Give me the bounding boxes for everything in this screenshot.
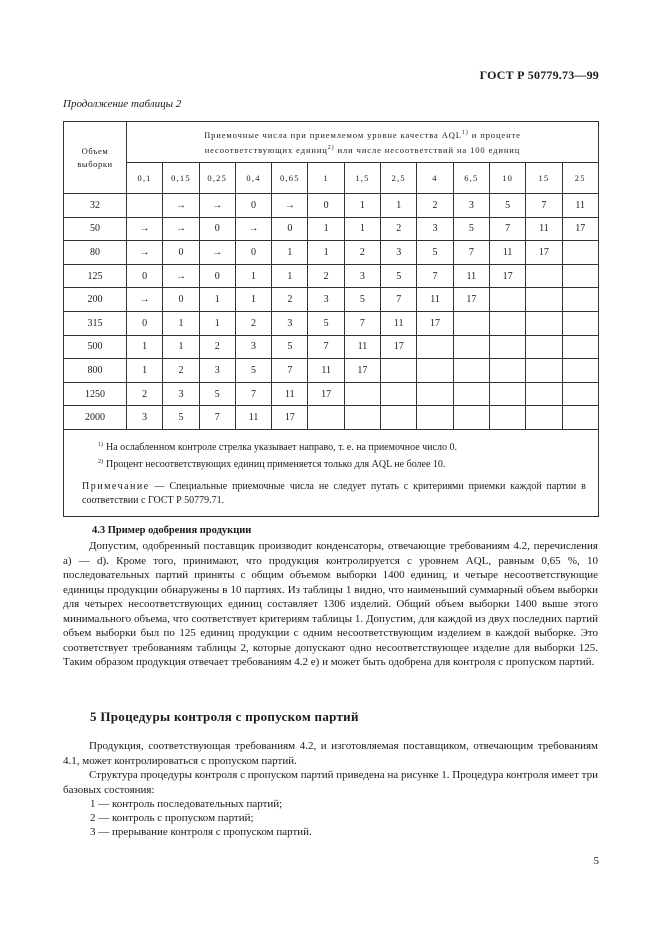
lot-size-cell: 200 — [64, 288, 127, 312]
table-row — [64, 359, 599, 383]
acceptance-number-cell: 2 — [272, 288, 308, 312]
aql-column-header: 25 — [562, 163, 598, 194]
acceptance-number-cell: 3 — [272, 311, 308, 335]
acceptance-number-cell: 3 — [163, 382, 199, 406]
acceptance-number-cell — [453, 335, 489, 359]
acceptance-number-cell: 0 — [199, 217, 235, 241]
acceptance-number-cell: 5 — [199, 382, 235, 406]
table-row — [64, 335, 599, 359]
acceptance-number-cell: 3 — [127, 406, 163, 430]
table-row — [64, 194, 599, 218]
acceptance-number-cell: 7 — [344, 311, 380, 335]
acceptance-number-cell: → — [235, 217, 271, 241]
section-5-paragraph-1: Продукция, соответствующая требованиям 4.2, и изготовляемая поставщиком, отвечающим требованиям 4.1, может контролироваться с пропуском партий. — [63, 740, 598, 767]
acceptance-number-cell: 3 — [381, 241, 417, 265]
acceptance-number-cell — [381, 406, 417, 430]
acceptance-number-cell: 2 — [127, 382, 163, 406]
acceptance-number-cell: 3 — [453, 194, 489, 218]
acceptance-number-cell — [562, 241, 598, 265]
acceptance-number-cell — [562, 359, 598, 383]
acceptance-number-cell: 11 — [453, 264, 489, 288]
aql-column-header: 1,5 — [344, 163, 380, 194]
acceptance-number-cell: 1 — [381, 194, 417, 218]
acceptance-number-cell: 2 — [235, 311, 271, 335]
lot-size-cell: 32 — [64, 194, 127, 218]
acceptance-number-cell — [489, 382, 525, 406]
acceptance-number-cell: 11 — [489, 241, 525, 265]
acceptance-number-cell — [562, 288, 598, 312]
acceptance-number-cell: 11 — [562, 194, 598, 218]
acceptance-number-cell: 0 — [199, 264, 235, 288]
acceptance-number-cell — [453, 406, 489, 430]
acceptance-number-cell: 17 — [526, 241, 562, 265]
table-row — [64, 288, 599, 312]
acceptance-number-cell: 1 — [344, 194, 380, 218]
acceptance-number-cell: 17 — [417, 311, 453, 335]
acceptance-number-cell: 2 — [163, 359, 199, 383]
acceptance-number-cell — [526, 288, 562, 312]
acceptance-number-cell — [526, 382, 562, 406]
aql-column-header: 0,4 — [235, 163, 271, 194]
acceptance-number-cell — [127, 194, 163, 218]
table-row — [64, 406, 599, 430]
acceptance-number-cell: → — [199, 241, 235, 265]
aql-column-header: 0,25 — [199, 163, 235, 194]
acceptance-number-cell: → — [127, 288, 163, 312]
acceptance-number-cell: 5 — [344, 288, 380, 312]
acceptance-number-cell — [381, 359, 417, 383]
acceptance-number-cell: 1 — [163, 311, 199, 335]
acceptance-number-cell: 1 — [308, 241, 344, 265]
table-row — [64, 264, 599, 288]
aql-column-header: 0,65 — [272, 163, 308, 194]
section-5-paragraph-2: Структура процедуры контроля с пропуском партий приведена на рисунке 1. Процедура контроля имеет три базовых состояния: — [63, 769, 598, 796]
acceptance-number-cell: 17 — [344, 359, 380, 383]
acceptance-number-cell — [453, 359, 489, 383]
table-row — [64, 241, 599, 265]
acceptance-number-cell: 5 — [163, 406, 199, 430]
acceptance-number-cell: 1 — [272, 241, 308, 265]
acceptance-number-cell — [562, 406, 598, 430]
acceptance-number-cell: → — [127, 241, 163, 265]
lot-size-cell: 125 — [64, 264, 127, 288]
acceptance-number-cell: 0 — [235, 194, 271, 218]
lot-size-cell: 80 — [64, 241, 127, 265]
acceptance-number-cell: → — [272, 194, 308, 218]
acceptance-number-cell: 7 — [308, 335, 344, 359]
acceptance-number-cell: 2 — [308, 264, 344, 288]
table-row — [64, 217, 599, 241]
acceptance-number-cell: 5 — [308, 311, 344, 335]
acceptance-number-cell — [562, 311, 598, 335]
acceptance-number-cell — [489, 311, 525, 335]
acceptance-number-cell: 7 — [526, 194, 562, 218]
acceptance-number-cell — [344, 406, 380, 430]
lot-size-cell: 315 — [64, 311, 127, 335]
acceptance-number-cell: 0 — [127, 264, 163, 288]
acceptance-number-cell: 0 — [272, 217, 308, 241]
acceptance-number-cell: 11 — [417, 288, 453, 312]
aql-column-header: 10 — [489, 163, 525, 194]
acceptance-number-cell: 0 — [127, 311, 163, 335]
acceptance-number-cell — [489, 406, 525, 430]
acceptance-number-cell: 11 — [235, 406, 271, 430]
acceptance-number-cell: 1 — [199, 288, 235, 312]
acceptance-number-cell: 2 — [381, 217, 417, 241]
section-4-3-title: 4.3 Пример одобрения продукции — [92, 525, 252, 536]
acceptance-number-cell — [526, 406, 562, 430]
acceptance-number-cell: 3 — [344, 264, 380, 288]
acceptance-number-cell: 17 — [489, 264, 525, 288]
standard-code: ГОСТ Р 50779.73—99 — [479, 68, 599, 82]
table-footnotes — [64, 429, 599, 516]
lot-size-header: Объем выборки — [64, 122, 127, 194]
table-row — [64, 311, 599, 335]
acceptance-number-cell — [526, 311, 562, 335]
acceptance-number-cell: 0 — [163, 288, 199, 312]
acceptance-number-cell: 1 — [199, 311, 235, 335]
acceptance-number-cell: 1 — [127, 359, 163, 383]
section-5-title: 5 Процедуры контроля с пропуском партий — [90, 709, 359, 724]
acceptance-number-cell — [308, 406, 344, 430]
acceptance-number-cell: 1 — [308, 217, 344, 241]
acceptance-number-cell — [562, 264, 598, 288]
aql-column-header: 6,5 — [453, 163, 489, 194]
acceptance-number-cell: 5 — [417, 241, 453, 265]
acceptance-number-cell: 3 — [308, 288, 344, 312]
acceptance-number-cell — [526, 359, 562, 383]
acceptance-number-cell: 0 — [163, 241, 199, 265]
acceptance-number-cell — [489, 335, 525, 359]
page-number: 5 — [593, 855, 599, 867]
aql-column-header: 0,15 — [163, 163, 199, 194]
acceptance-number-cell: 7 — [199, 406, 235, 430]
lot-size-cell: 2000 — [64, 406, 127, 430]
acceptance-number-cell — [344, 382, 380, 406]
acceptance-number-cell: 17 — [308, 382, 344, 406]
acceptance-number-cell: 7 — [417, 264, 453, 288]
acceptance-number-cell: 7 — [489, 217, 525, 241]
acceptance-number-cell: → — [199, 194, 235, 218]
lot-size-cell: 50 — [64, 217, 127, 241]
acceptance-number-cell: 11 — [381, 311, 417, 335]
table-row — [64, 382, 599, 406]
acceptance-number-cell — [417, 359, 453, 383]
acceptance-number-cell: → — [163, 264, 199, 288]
state-item-1: 1 — контроль последовательных партий; — [90, 798, 283, 810]
acceptance-number-cell: 1 — [235, 288, 271, 312]
aql-column-header: 4 — [417, 163, 453, 194]
table-note: Примечание — Специальные приемочные числа не следует путать с критериями приемки каждой партии в соответствии с ГОСТ Р 50779.71. — [82, 480, 586, 506]
state-item-3: 3 — прерывание контроля с пропуском партий. — [90, 826, 312, 838]
acceptance-number-cell — [562, 335, 598, 359]
acceptance-number-cell: 11 — [272, 382, 308, 406]
acceptance-number-cell — [417, 382, 453, 406]
acceptance-number-cell: 17 — [562, 217, 598, 241]
aql-values-header-row — [64, 163, 599, 194]
section-4-3-paragraph: Допустим, одобренный поставщик производит конденсаторы, отвечающие требованиям 4.2, перечисления а) — d). Кроме того, принимают, что продукция контролируется с уровнем AQL, равным 0,65 %, 10 последовательных партий приняты с общим объемом выборки 1400 единиц, и четыре несоответствующие единицы продукции обнаружены в 10 партиях. Из таблицы 1 видно, что наименьший суммарный объем выборки для четырех несоответствующих единиц составляет 1306 изделий. Общий объем выборки 1400 выше этого минимального объема, что соответствует критериям таблицы 1. Допустим, для каждой из двух последних партий объем выборки был по 125 единиц продукции с одним несоответствующим изделием в каждой выборке. Это соответствует требованиям таблицы 2, которые допускают одно несоответствующее изделие для выборки 125. Таким образом продукция отвечает требованиям 4.2 е) и может быть одобрена для контроля с пропуском партий. — [63, 540, 598, 668]
table-body — [64, 194, 599, 430]
acceptance-number-cell: 11 — [308, 359, 344, 383]
acceptance-numbers-table — [63, 121, 599, 517]
aql-column-header: 0,1 — [127, 163, 163, 194]
acceptance-number-cell: 3 — [199, 359, 235, 383]
acceptance-number-cell: 7 — [381, 288, 417, 312]
state-item-2: 2 — контроль с пропуском партий; — [90, 812, 254, 824]
acceptance-number-cell: 17 — [381, 335, 417, 359]
acceptance-number-cell: 5 — [235, 359, 271, 383]
acceptance-number-cell — [526, 335, 562, 359]
acceptance-number-cell: 1 — [272, 264, 308, 288]
footnote-2: $^{2)}$ Процент несоответствующих единиц применяется только для AQL не более 10. — [98, 458, 446, 470]
acceptance-number-cell: 1 — [344, 217, 380, 241]
acceptance-number-cell: 11 — [344, 335, 380, 359]
acceptance-number-cell: 1 — [163, 335, 199, 359]
acceptance-number-cell: 2 — [344, 241, 380, 265]
acceptance-number-cell — [381, 382, 417, 406]
acceptance-number-cell: 7 — [235, 382, 271, 406]
acceptance-number-cell: 5 — [489, 194, 525, 218]
acceptance-number-cell: 5 — [453, 217, 489, 241]
acceptance-number-cell: → — [163, 217, 199, 241]
acceptance-number-cell: 11 — [526, 217, 562, 241]
acceptance-number-cell: 0 — [308, 194, 344, 218]
acceptance-number-cell: 17 — [453, 288, 489, 312]
acceptance-number-cell: 3 — [235, 335, 271, 359]
acceptance-number-cell: 5 — [272, 335, 308, 359]
acceptance-number-cell: 7 — [453, 241, 489, 265]
footnote-1: $^{1)}$ На ослабленном контроле стрелка указывает направо, т. е. на приемочное число 0. — [98, 441, 457, 453]
acceptance-number-cell: 1 — [235, 264, 271, 288]
acceptance-number-cell: 17 — [272, 406, 308, 430]
aql-column-header: 2,5 — [381, 163, 417, 194]
acceptance-number-cell — [453, 311, 489, 335]
acceptance-number-cell — [417, 406, 453, 430]
table-continuation-caption: Продолжение таблицы 2 — [63, 98, 182, 110]
acceptance-number-cell: 1 — [127, 335, 163, 359]
acceptance-number-cell — [453, 382, 489, 406]
acceptance-number-cell: → — [163, 194, 199, 218]
lot-size-cell: 1250 — [64, 382, 127, 406]
acceptance-number-cell: 7 — [272, 359, 308, 383]
acceptance-number-cell: 0 — [235, 241, 271, 265]
acceptance-number-cell — [526, 264, 562, 288]
acceptance-number-cell: 3 — [417, 217, 453, 241]
acceptance-number-cell: 5 — [381, 264, 417, 288]
acceptance-number-cell: 2 — [199, 335, 235, 359]
lot-size-cell: 500 — [64, 335, 127, 359]
aql-column-header: 15 — [526, 163, 562, 194]
acceptance-number-cell: → — [127, 217, 163, 241]
acceptance-number-cell — [489, 288, 525, 312]
aql-column-header: 1 — [308, 163, 344, 194]
acceptance-number-cell: 2 — [417, 194, 453, 218]
acceptance-number-cell — [489, 359, 525, 383]
acceptance-number-cell — [562, 382, 598, 406]
aql-group-header: Приемочные числа при приемлемом уровне качества AQL$^{1)}$ и проценте несоответствующих единиц$^{2)}$ или числе несоответствий на 100 единиц — [127, 122, 599, 163]
lot-size-cell: 800 — [64, 359, 127, 383]
acceptance-number-cell — [417, 335, 453, 359]
